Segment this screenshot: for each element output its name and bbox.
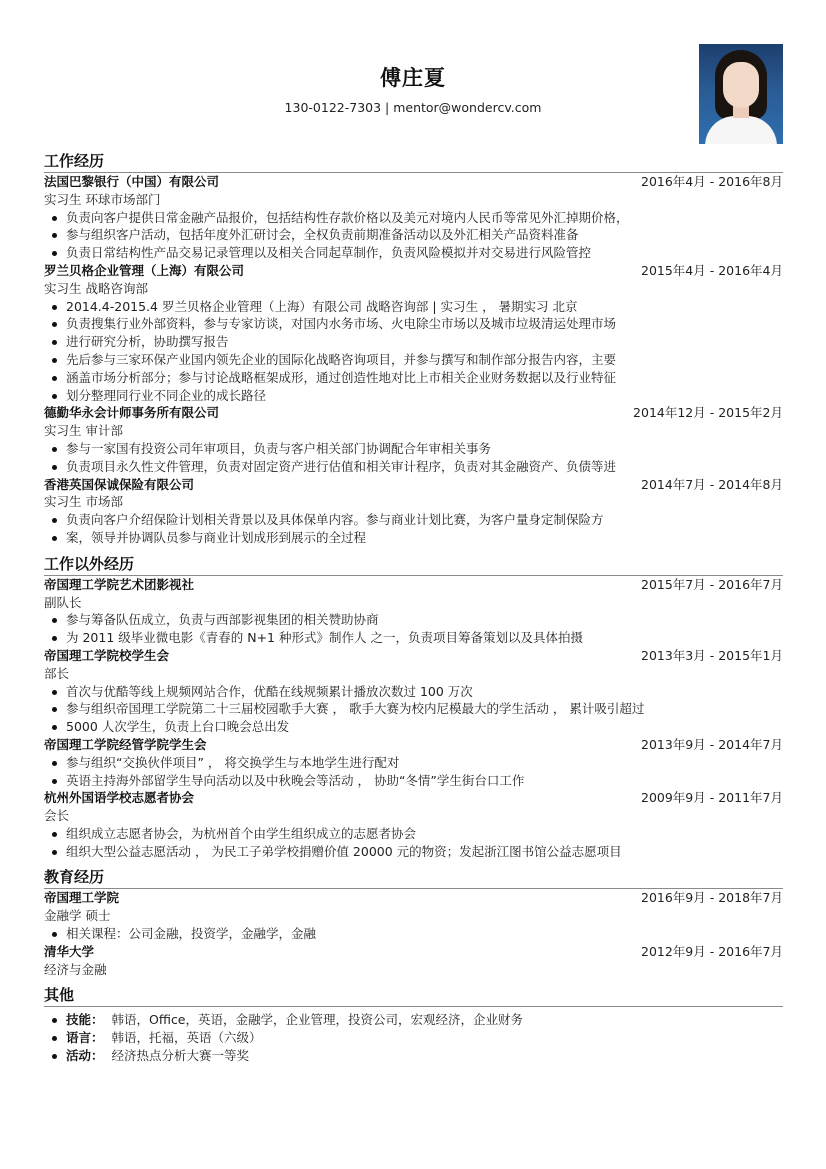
- bullet-item: 参与筹备队伍成立，负责与西部影视集团的相关赞助协商: [44, 611, 783, 629]
- bullet-item: 为 2011 级毕业微电影《青春的 N+1 种形式》制作人 之一，负责项目筹备策划以及具体拍摄: [44, 629, 783, 647]
- date-range: 2014年12月 - 2015年2月: [633, 405, 783, 421]
- other-text: 韩语，Office，英语，金融学，企业管理，投资公司，宏观经济，企业财务: [111, 1012, 524, 1028]
- profile-photo: [699, 44, 783, 144]
- other-label: 技能：: [66, 1012, 104, 1028]
- candidate-name: 傅庄夏: [380, 66, 446, 90]
- bullet-item: 组织大型公益志愿活动 ， 为民工子弟学校捐赠价值 20000 元的物资；发起浙江图书馆公益志愿项目: [44, 843, 783, 861]
- bullet-item: 涵盖市场分析部分；参与讨论战略框架成形，通过创造性地对比上市相关企业财务数据以及行业特征: [44, 369, 783, 387]
- date-range: 2016年9月 - 2018年7月: [641, 890, 783, 906]
- date-range: 2013年9月 - 2014年7月: [641, 736, 783, 752]
- role: 实习生 战略咨询部: [44, 280, 148, 296]
- bullet-item: 负责搜集行业外部资料，参与专家访谈，对国内水务市场、火电除尘市场以及城市垃圾清运处理市场: [44, 315, 783, 333]
- other-text: 经济热点分析大赛一等奖: [111, 1048, 250, 1064]
- education-entry: [44, 889, 783, 942]
- org-name: 杭州外国语学校志愿者协会: [44, 790, 195, 806]
- bullet-item: 5000 人次学生，负责上台口晚会总出发: [44, 718, 783, 736]
- date-range: 2012年9月 - 2016年7月: [641, 943, 783, 959]
- role: 实习生 审计部: [44, 423, 123, 439]
- extra-entry: [44, 736, 783, 789]
- bullet-item: 参与组织帝国理工学院第二十三届校园歌手大赛 ， 歌手大赛为校内尼模最大的学生活动 ， 累计吸引超过: [44, 700, 783, 718]
- bullet-item: 参与组织客户活动，包括年度外汇研讨会，全权负责前期准备活动以及外汇相关产品资料准备: [44, 226, 783, 244]
- bullet-item: 负责项目永久性文件管理，负责对固定资产进行估值和相关审计程序，负责对其金融资产、负债等进: [44, 458, 783, 476]
- work-entry: [44, 173, 783, 262]
- bullet-item: 参与组织“交换伙伴项目” ， 将交换学生与本地学生进行配对: [44, 754, 783, 772]
- bullet-item: 负责向客户介绍保险计划相关背景以及具体保单内容。参与商业计划比赛，为客户量身定制保险方: [44, 511, 783, 529]
- date-range: 2015年4月 - 2016年4月: [641, 262, 783, 278]
- date-range: 2013年3月 - 2015年1月: [641, 647, 783, 663]
- other-item-languages: [44, 1029, 783, 1047]
- work-entry: [44, 404, 783, 475]
- bullet-item: 先后参与三家环保产业国内领先企业的国际化战略咨询项目，并参与撰写和制作部分报告内容，主要: [44, 351, 783, 369]
- bullet-item: 划分整理同行业不同企业的成长路径: [44, 387, 783, 405]
- work-entry: [44, 262, 783, 404]
- school-name: 清华大学: [44, 943, 95, 959]
- role: 实习生 市场部: [44, 494, 123, 510]
- bullet-item: 进行研究分析，协助撰写报告: [44, 333, 783, 351]
- education-entry: [44, 943, 783, 979]
- section-title-other: 其他: [44, 986, 783, 1007]
- date-range: 2009年9月 - 2011年7月: [641, 790, 783, 806]
- role: 部长: [44, 665, 70, 681]
- section-title-extra: 工作以外经历: [44, 555, 783, 576]
- section-title-work: 工作经历: [44, 152, 783, 173]
- section-title-education: 教育经历: [44, 868, 783, 889]
- role: 会长: [44, 808, 70, 824]
- role: 实习生 环球市场部门: [44, 191, 161, 207]
- contact-info: 130-0122-7303 | mentor@wondercv.com: [284, 100, 542, 115]
- bullet-item: 2014.4-2015.4 罗兰贝格企业管理（上海）有限公司 战略咨询部 | 实习生 ， 暑期实习 北京: [44, 298, 783, 316]
- resume-body: [44, 148, 783, 1065]
- org-name: 香港英国保诚保险有限公司: [44, 476, 195, 492]
- school-name: 帝国理工学院: [44, 890, 120, 906]
- extra-entry: [44, 647, 783, 736]
- bullet-item: 案，领导并协调队员参与商业计划成形到展示的全过程: [44, 529, 783, 547]
- org-name: 罗兰贝格企业管理（上海）有限公司: [44, 262, 245, 278]
- bullet-item: 英语主持海外部留学生导向活动以及中秋晚会等活动 ， 协助“冬情”学生街台口工作: [44, 772, 783, 790]
- bullet-item: 负责日常结构性产品交易记录管理以及相关合同起草制作，负责风险模拟并对交易进行风险管控: [44, 244, 783, 262]
- bullet-item: 相关课程：公司金融，投资学，金融学，金融: [44, 925, 783, 943]
- other-label: 活动：: [66, 1048, 104, 1064]
- date-range: 2016年4月 - 2016年8月: [641, 174, 783, 189]
- bullet-item: 负责向客户提供日常金融产品报价，包括结构性存款价格以及美元对境内人民币等常见外汇掉期价格，: [44, 209, 783, 227]
- other-item-activities: [44, 1047, 783, 1065]
- other-item-skills: [44, 1011, 783, 1029]
- extra-entry: [44, 789, 783, 860]
- date-range: 2014年7月 - 2014年8月: [641, 476, 783, 492]
- date-range: 2015年7月 - 2016年7月: [641, 576, 783, 592]
- org-name: 帝国理工学院艺术团影视社: [44, 576, 195, 592]
- work-entry: [44, 476, 783, 547]
- bullet-item: 首次与优酷等线上规频网站合作，优酷在线规频累计播放次数过 100 万次: [44, 683, 783, 701]
- degree: 金融学 硕士: [44, 908, 111, 924]
- org-name: 帝国理工学院经管学院学生会: [44, 736, 207, 752]
- degree: 经济与金融: [44, 961, 107, 977]
- bullet-item: 参与一家国有投资公司年审项目，负责与客户相关部门协调配合年审相关事务: [44, 440, 783, 458]
- extra-entry: [44, 576, 783, 647]
- org-name: 德勤华永会计师事务所有限公司: [44, 405, 220, 421]
- other-label: 语言：: [66, 1030, 104, 1046]
- role: 副队长: [44, 594, 82, 610]
- bullet-item: 组织成立志愿者协会，为杭州首个由学生组织成立的志愿者协会: [44, 825, 783, 843]
- org-name: 法国巴黎银行（中国）有限公司: [44, 174, 220, 189]
- other-text: 韩语，托福，英语（六级）: [111, 1030, 262, 1046]
- org-name: 帝国理工学院校学生会: [44, 647, 170, 663]
